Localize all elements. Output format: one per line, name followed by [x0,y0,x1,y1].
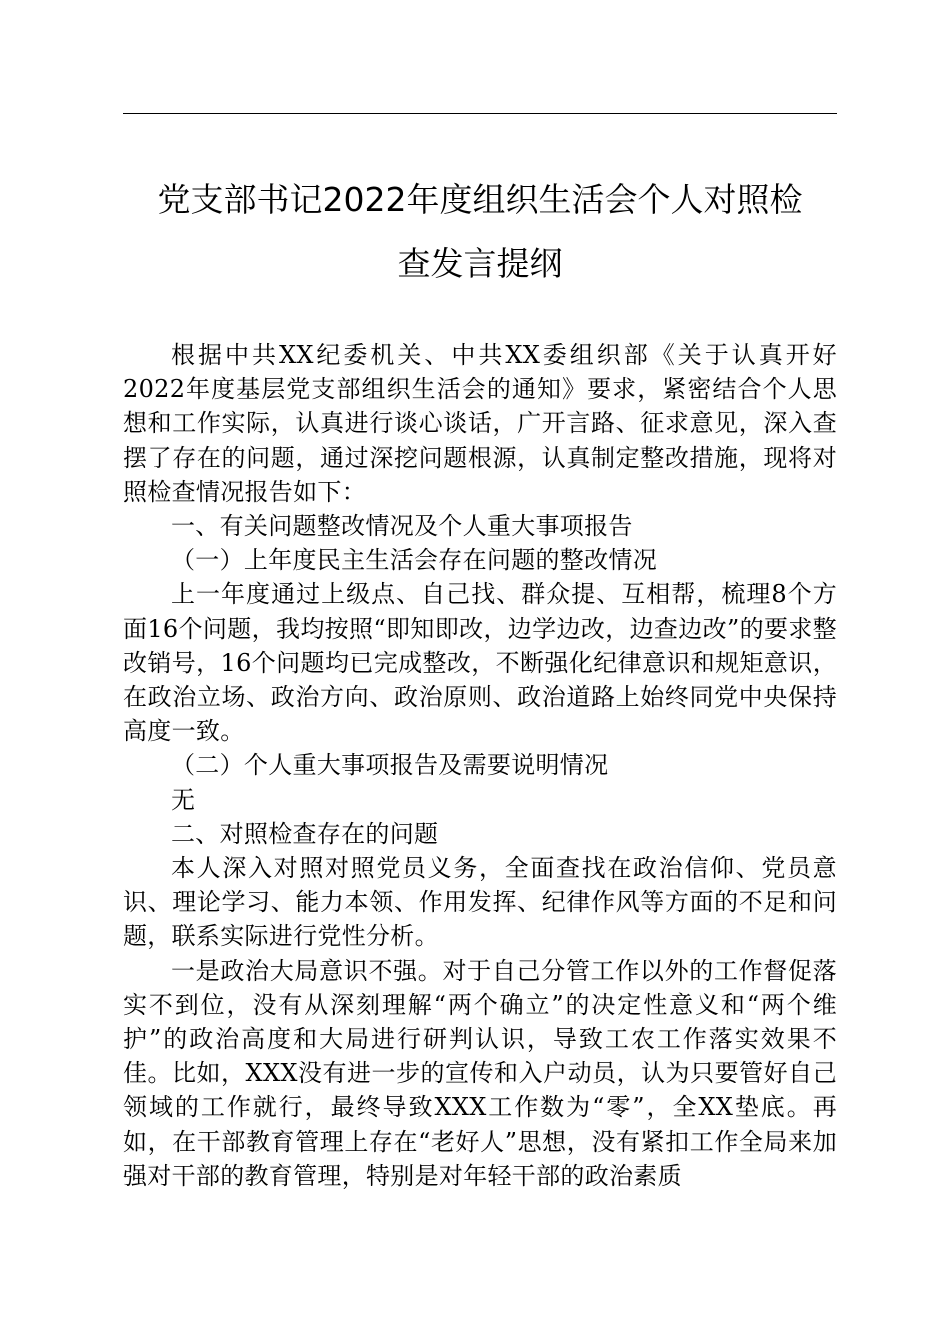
none-paragraph: 无 [171,785,196,814]
subsection-heading-2: （二）个人重大事项报告及需要说明情况 [171,751,609,780]
document-title [123,168,837,296]
self-examination-paragraph: 本人深入对照对照党员义务，全面查找在政治信仰、党员意识、理论学习、能力本领、作用发挥、纪律作风等方面的不足和问题，联系实际进行党性分析。 [123,854,837,951]
title-line-2: 查发言提纲 [397,244,563,283]
problem-one-paragraph: 一是政治大局意识不强。对于自己分管工作以外的工作督促落实不到位，没有从深刻理解“两个确立”的决定性意义和“两个维护”的政治高度和大局进行研判认识，导致工农工作落实效果不佳。比如，XXX没有进一步的宣传和入户动员，认为只要管好自己领域的工作就行，最终导致XXX工作数为“零”，全XX垫底。再如，在干部教育管理上存在“老好人”思想，没有紧扣工作全局来加强对干部的教育管理，特别是对年轻干部的政治素质 [123,956,837,1190]
header-rule [123,113,837,114]
intro-paragraph: 根据中共XX纪委机关、中共XX委组织部《关于认真开好2022年度基层党支部组织生活会的通知》要求，紧密结合个人思想和工作实际，认真进行谈心谈话，广开言路、征求意见，深入查摆了存在的问题，通过深挖问题根源，认真制定整改措施，现将对照检查情况报告如下： [123,341,837,506]
section-heading-2: 二、对照检查存在的问题 [171,819,439,848]
document-body [123,338,837,1193]
subsection-heading-1: （一）上年度民主生活会存在问题的整改情况 [171,546,657,575]
rectification-paragraph: 上一年度通过上级点、自己找、群众提、互相帮，梳理8个方面16个问题，我均按照“即知即改，边学边改，边查边改”的要求整改销号，16个问题均已完成整改，不断强化纪律意识和规矩意识，在政治立场、政治方向、政治原则、政治道路上始终同党中央保持高度一致。 [123,580,837,746]
title-line-1: 党支部书记2022年度组织生活会个人对照检 [157,180,803,219]
section-heading-1: 一、有关问题整改情况及个人重大事项报告 [171,512,633,541]
